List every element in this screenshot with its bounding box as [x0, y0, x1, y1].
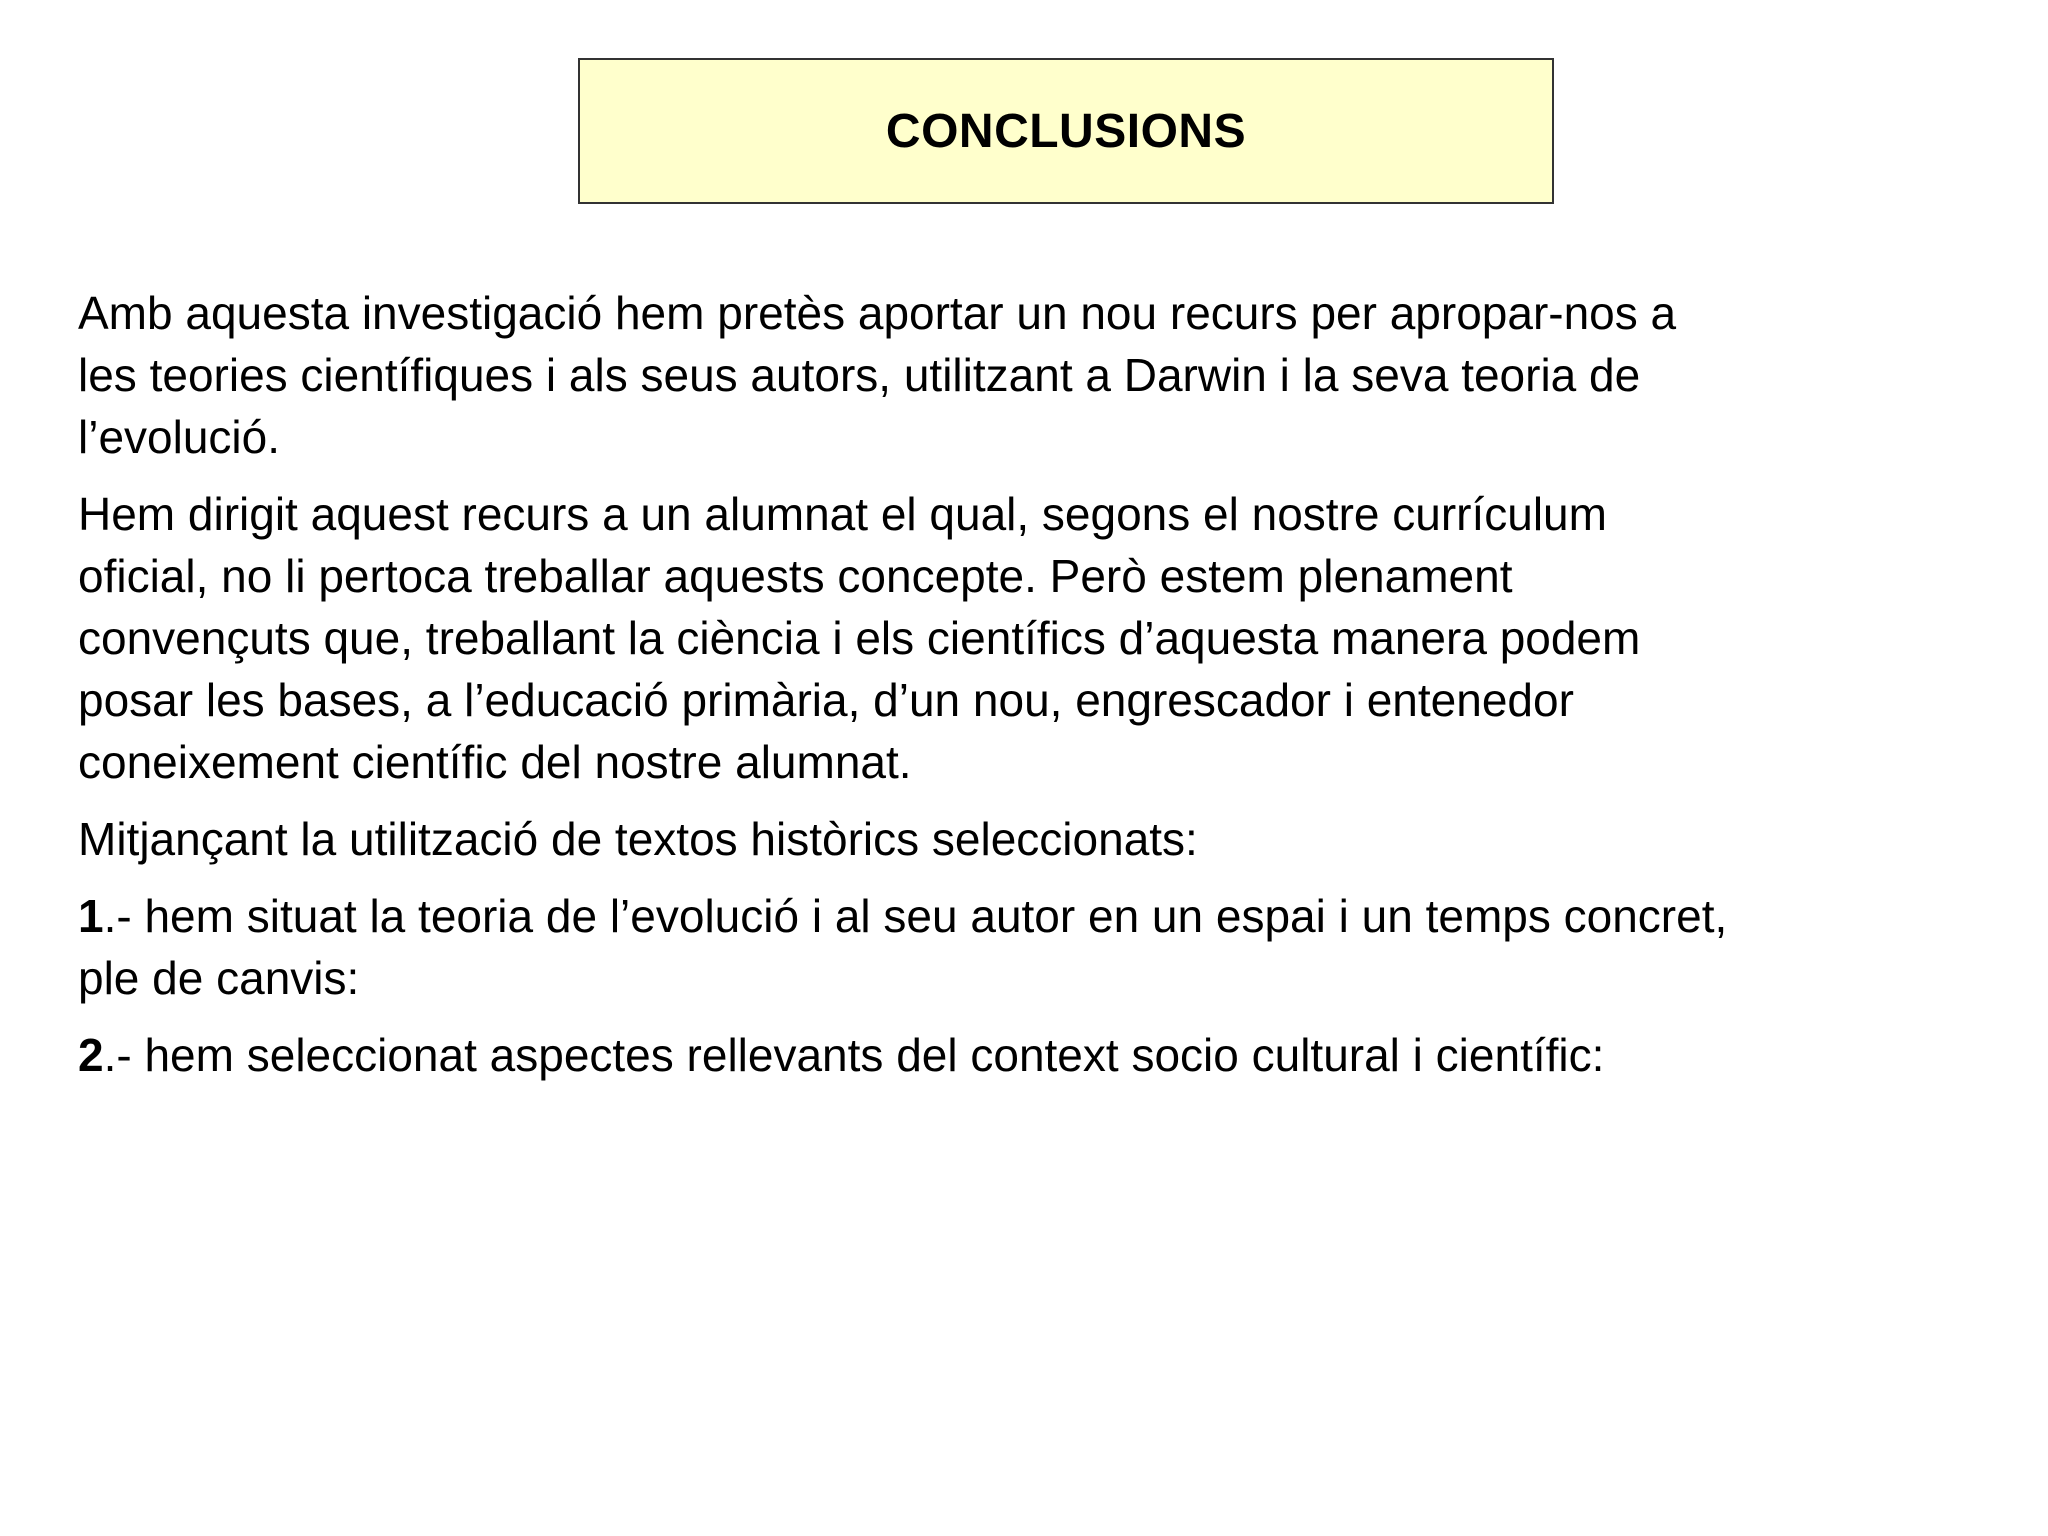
point-1: [78, 885, 1978, 1009]
paragraph-audience: Hem dirigit aquest recurs a un alumnat el qual, segons el nostre currículum oficial, no li pertoca treballar aquests concepte. Però estem plenament convençuts que, treballant la ciència i els científics d’aquesta manera podem posar les bases, a l’educació primària, d’un nou, engrescador i entenedor coneixement científic del nostre alumnat.: [78, 488, 1641, 788]
point-2-text: .- hem seleccionat aspectes rellevants del context socio cultural i científic:: [103, 1029, 1605, 1081]
title-box: [578, 58, 1554, 204]
paragraph-intro: Amb aquesta investigació hem pretès aportar un nou recurs per apropar-nos a les teories científiques i als seus autors, utilitzant a Darwin i la seva teoria de l’evolució.: [78, 287, 1677, 463]
body-text: [78, 282, 1978, 1101]
point-1-number: 1: [78, 890, 104, 942]
paragraph-method: Mitjançant la utilització de textos històrics seleccionats:: [78, 813, 1198, 865]
page-title: CONCLUSIONS: [885, 104, 1247, 158]
point-2: [78, 1024, 1978, 1086]
point-2-number: 2: [78, 1029, 104, 1081]
point-1-text: .- hem situat la teoria de l’evolució i al seu autor en un espai i un temps concret, ple de canvis:: [78, 890, 1728, 1004]
